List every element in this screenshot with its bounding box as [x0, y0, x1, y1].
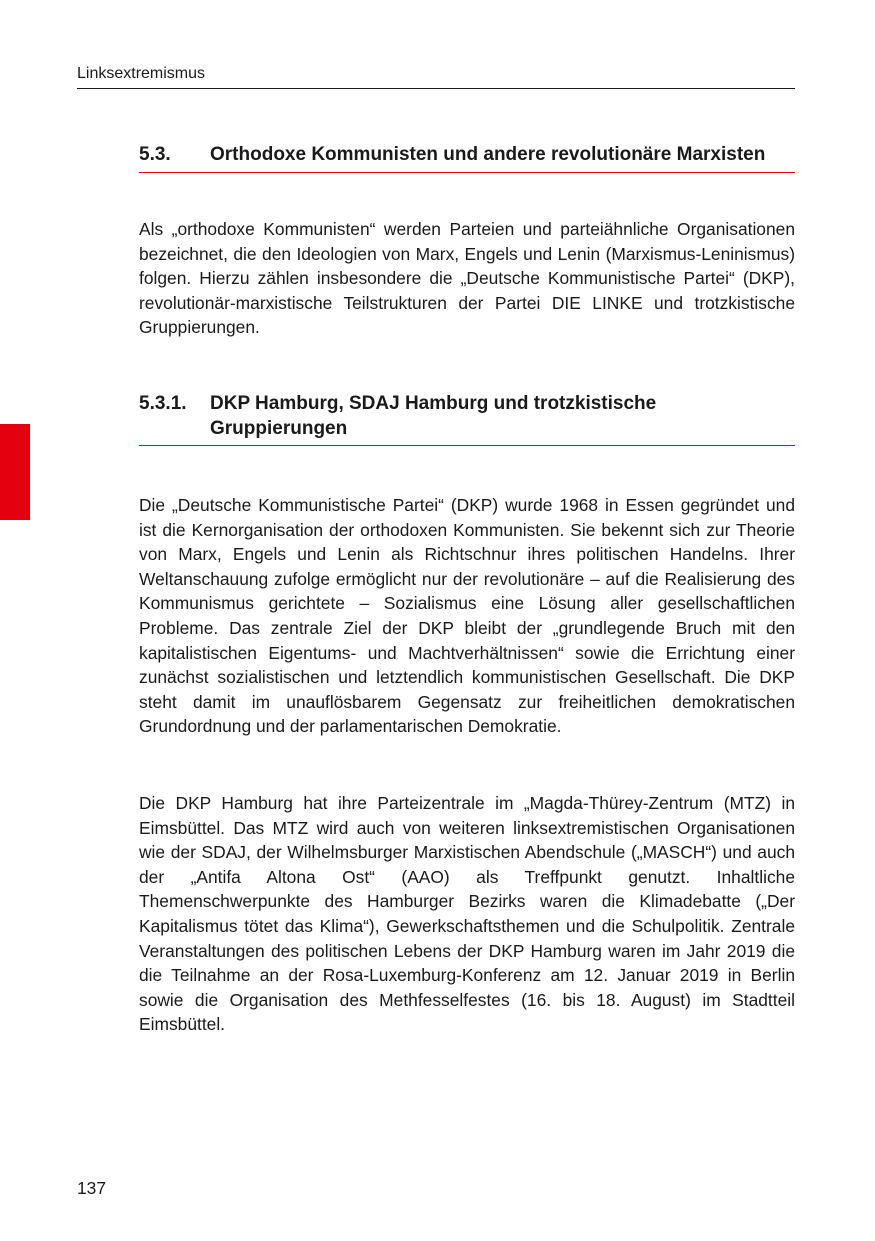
section-heading: [139, 142, 795, 173]
body-paragraph: Die „Deutsche Kommunistische Partei“ (DKP) wurde 1968 in Essen gegründet und ist die Kernorganisation der orthodoxen Kommunisten. Sie bekennt sich zur Theorie von Marx, Engels und Lenin als Richtschnur ihres politischen Handelns. Ihrer Weltanschauung zufolge ermöglicht nur der revolutionäre – auf die Realisierung des Kommunismus gerichtete – Sozialismus eine Lösung aller gesellschaftlichen Probleme. Das zentrale Ziel der DKP bleibt der „grundlegende Bruch mit den kapitalistischen Eigentums- und Machtverhältnissen“ sowie die Errichtung einer zunächst sozialistischen und letztendlich kommunistischen Gesellschaft. Die DKP steht damit im unauflösbarem Gegensatz zur freiheitlichen demokratischen Grundordnung und der parlamentarischen Demokratie.: [139, 495, 795, 737]
chapter-tab-marker: [0, 424, 30, 520]
running-header: Linksextremismus: [77, 64, 795, 89]
page-number: 137: [77, 1178, 107, 1198]
subsection-title: DKP Hamburg, SDAJ Hamburg und trotzkistische Gruppierungen: [210, 393, 657, 439]
subsection-number: 5.3.1.: [139, 393, 187, 414]
section-number: 5.3.: [139, 144, 171, 165]
body-paragraph: Die DKP Hamburg hat ihre Parteizentrale im „Magda-Thürey-Zentrum (MTZ) in Eimsbüttel. Das MTZ wird auch von weiteren linksextremistischen Organisationen wie der SDAJ, der Wilhelmsburger Marxistischen Abendschule („MASCH“) und auch der „Antifa Altona Ost“ (AAO) als Treffpunkt genutzt. Inhaltliche Themenschwerpunkte des Hamburger Bezirks waren die Klimadebatte („Der Kapitalismus tötet das Klima“), Gewerkschaftsthemen und die Schulpolitik. Zentrale Veranstaltungen des politischen Lebens der DKP Hamburg waren im Jahr 2019 die die Teilnahme an der Rosa-Luxemburg-Konferenz am 12. Januar 2019 in Berlin sowie die Organisation des Methfesselfestes (16. bis 18. August) im Stadtteil Eimsbüttel.: [139, 793, 795, 1035]
section-intro-paragraph: Als „orthodoxe Kommunisten“ werden Parteien und parteiähnliche Organisationen bezeichnet, die den Ideologien von Marx, Engels und Lenin (Marxismus-Leninismus) folgen. Hierzu zählen insbesondere die „Deutsche Kommunistische Partei“ (DKP), revolutionär-marxistische Teilstrukturen der Partei DIE LINKE und trotzkistische Gruppierungen.: [139, 219, 795, 338]
subsection-heading: [139, 391, 795, 446]
section-title: Orthodoxe Kommunisten und andere revolutionäre Marxisten: [210, 144, 766, 165]
